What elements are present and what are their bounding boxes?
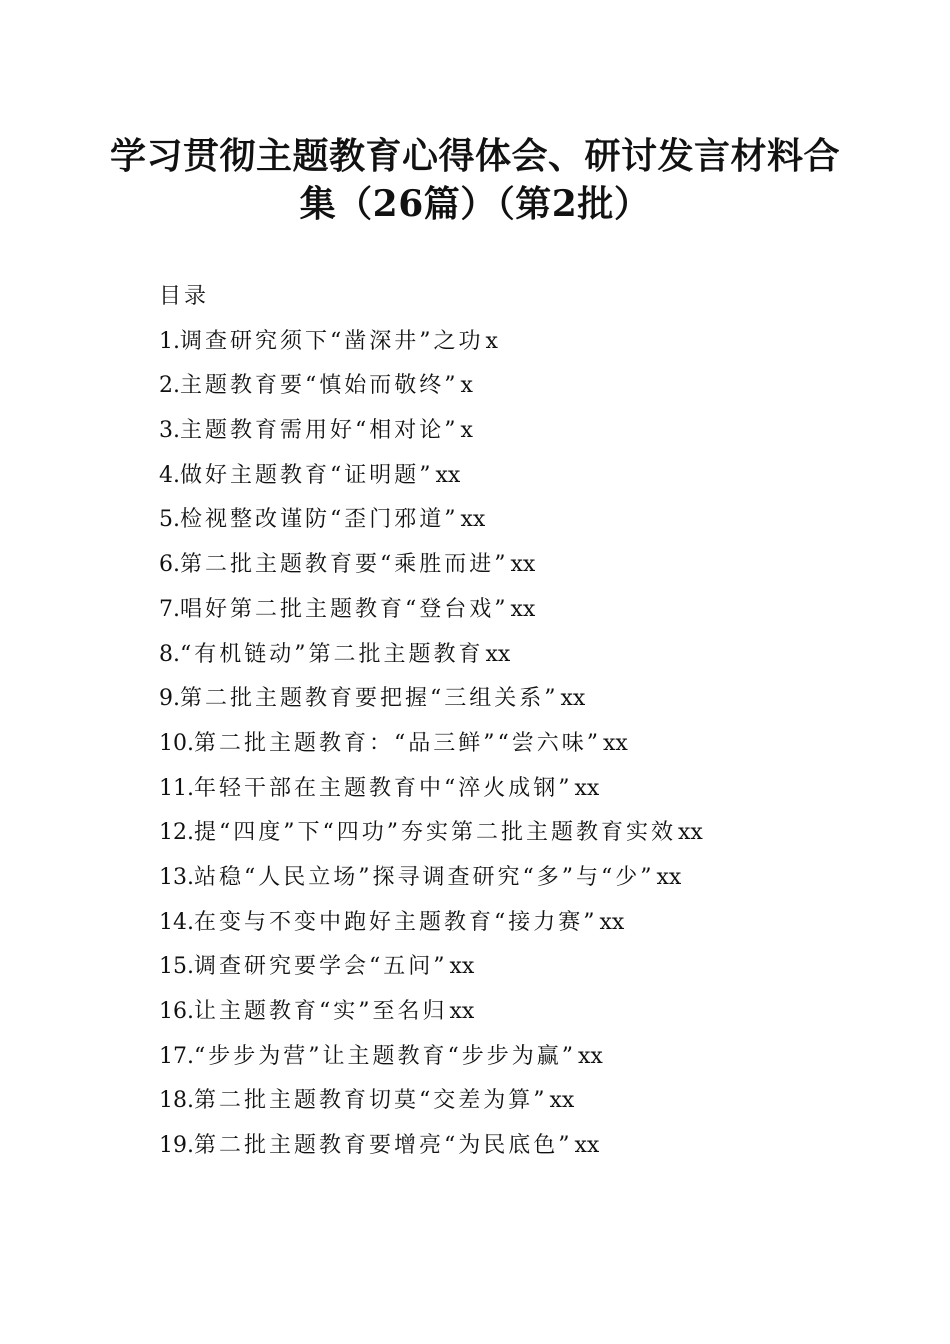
toc-item-title: 第二批主题教育要把握“三组关系” bbox=[180, 686, 559, 712]
toc-item-number: 7. bbox=[159, 596, 180, 622]
toc-item-title: 主题教育需用好“相对论” bbox=[180, 418, 459, 444]
toc-item-number: 8. bbox=[159, 641, 180, 667]
document-title-line-2: 集（26篇）（第2批） bbox=[299, 183, 651, 225]
toc-item-page: x bbox=[460, 373, 473, 399]
toc-item-number: 1. bbox=[159, 328, 180, 354]
toc-list bbox=[159, 323, 859, 1172]
toc-item-title: 调查研究须下“凿深井”之功 bbox=[180, 328, 484, 354]
toc-item-title: 在变与不变中跑好主题教育“接力赛” bbox=[194, 909, 598, 935]
toc-item-title: 年轻干部在主题教育中“淬火成钢” bbox=[194, 775, 573, 801]
toc-item-title: 检视整改谨防“歪门邪道” bbox=[180, 507, 459, 533]
toc-item-page: xx bbox=[678, 820, 703, 846]
toc-item[interactable] bbox=[159, 1127, 859, 1172]
toc-item-page: xx bbox=[510, 552, 536, 578]
toc-item-number: 11. bbox=[159, 775, 194, 801]
toc-item-page: xx bbox=[485, 641, 511, 667]
toc-item-number: 9. bbox=[159, 686, 180, 712]
toc-item-title: 唱好第二批主题教育“登台戏” bbox=[180, 596, 509, 622]
toc-item[interactable] bbox=[159, 636, 859, 681]
toc-item[interactable] bbox=[159, 770, 859, 815]
toc-item-number: 19. bbox=[159, 1133, 194, 1159]
toc-item-title: 调查研究要学会“五问” bbox=[194, 954, 448, 980]
toc-item-number: 14. bbox=[159, 909, 194, 935]
toc-item[interactable] bbox=[159, 814, 859, 859]
toc-item-title: 让主题教育“实”至名归 bbox=[194, 999, 448, 1024]
toc-item-number: 10. bbox=[159, 730, 194, 756]
toc-item-page: xx bbox=[578, 1043, 603, 1069]
table-of-contents bbox=[159, 278, 859, 1172]
toc-item-page: xx bbox=[549, 1088, 575, 1114]
toc-item-page: xx bbox=[460, 507, 486, 533]
toc-item-title: 第二批主题教育切莫“交差为算” bbox=[194, 1088, 548, 1114]
toc-item[interactable] bbox=[159, 904, 859, 949]
toc-item-page: xx bbox=[656, 864, 682, 890]
toc-item-page: xx bbox=[435, 462, 461, 488]
toc-heading: 目录 bbox=[159, 284, 210, 309]
toc-item-number: 18. bbox=[159, 1088, 194, 1114]
toc-item-page: xx bbox=[599, 909, 625, 935]
toc-item-number: 4. bbox=[159, 462, 180, 488]
toc-item[interactable] bbox=[159, 501, 859, 546]
toc-item-number: 6. bbox=[159, 552, 180, 578]
toc-item-number: 16. bbox=[159, 999, 194, 1024]
toc-item-page: xx bbox=[574, 1133, 600, 1159]
toc-item[interactable] bbox=[159, 948, 859, 993]
toc-item-number: 12. bbox=[159, 820, 194, 846]
document-title bbox=[100, 132, 850, 228]
toc-item-title: 做好主题教育“证明题” bbox=[180, 462, 434, 488]
toc-item-page: xx bbox=[449, 954, 475, 980]
toc-item-number: 3. bbox=[159, 418, 180, 444]
toc-item-title: 第二批主题教育：“品三鲜”“尝六味” bbox=[194, 730, 601, 756]
toc-item[interactable] bbox=[159, 993, 859, 1038]
toc-item-page: xx bbox=[510, 596, 536, 622]
toc-item[interactable] bbox=[159, 323, 859, 368]
toc-item[interactable] bbox=[159, 859, 859, 904]
toc-item[interactable] bbox=[159, 1038, 859, 1083]
toc-item[interactable] bbox=[159, 725, 859, 770]
toc-item-number: 17. bbox=[159, 1043, 194, 1069]
document-title-line-1: 学习贯彻主题教育心得体会、研讨发言材料合 bbox=[109, 135, 840, 177]
toc-item-number: 5. bbox=[159, 507, 180, 533]
toc-item-number: 2. bbox=[159, 373, 180, 399]
toc-item-number: 13. bbox=[159, 864, 194, 890]
toc-item-title: 第二批主题教育要“乘胜而进” bbox=[180, 552, 509, 578]
toc-item[interactable] bbox=[159, 546, 859, 591]
toc-item-page: x bbox=[485, 328, 498, 354]
toc-item-page: xx bbox=[560, 686, 586, 712]
toc-item[interactable] bbox=[159, 367, 859, 412]
toc-item[interactable] bbox=[159, 457, 859, 502]
toc-item[interactable] bbox=[159, 412, 859, 457]
toc-item-title: 第二批主题教育要增亮“为民底色” bbox=[194, 1133, 573, 1159]
toc-item-page: xx bbox=[449, 999, 475, 1024]
toc-item[interactable] bbox=[159, 1082, 859, 1127]
toc-item-title: 站稳“人民立场”探寻调查研究“多”与“少” bbox=[194, 864, 655, 890]
toc-item-title: 主题教育要“慎始而敬终” bbox=[180, 373, 459, 399]
toc-item-title: 提“四度”下“四功”夯实第二批主题教育实效 bbox=[194, 820, 676, 846]
toc-item-page: xx bbox=[574, 775, 600, 801]
toc-item-title: “步步为营”让主题教育“步步为赢” bbox=[194, 1043, 576, 1069]
toc-item-page: x bbox=[460, 418, 473, 444]
toc-item[interactable] bbox=[159, 591, 859, 636]
toc-item-number: 15. bbox=[159, 954, 194, 980]
toc-item-page: xx bbox=[603, 730, 628, 756]
toc-item-title: “有机链动”第二批主题教育 bbox=[180, 641, 484, 667]
toc-item[interactable] bbox=[159, 680, 859, 725]
